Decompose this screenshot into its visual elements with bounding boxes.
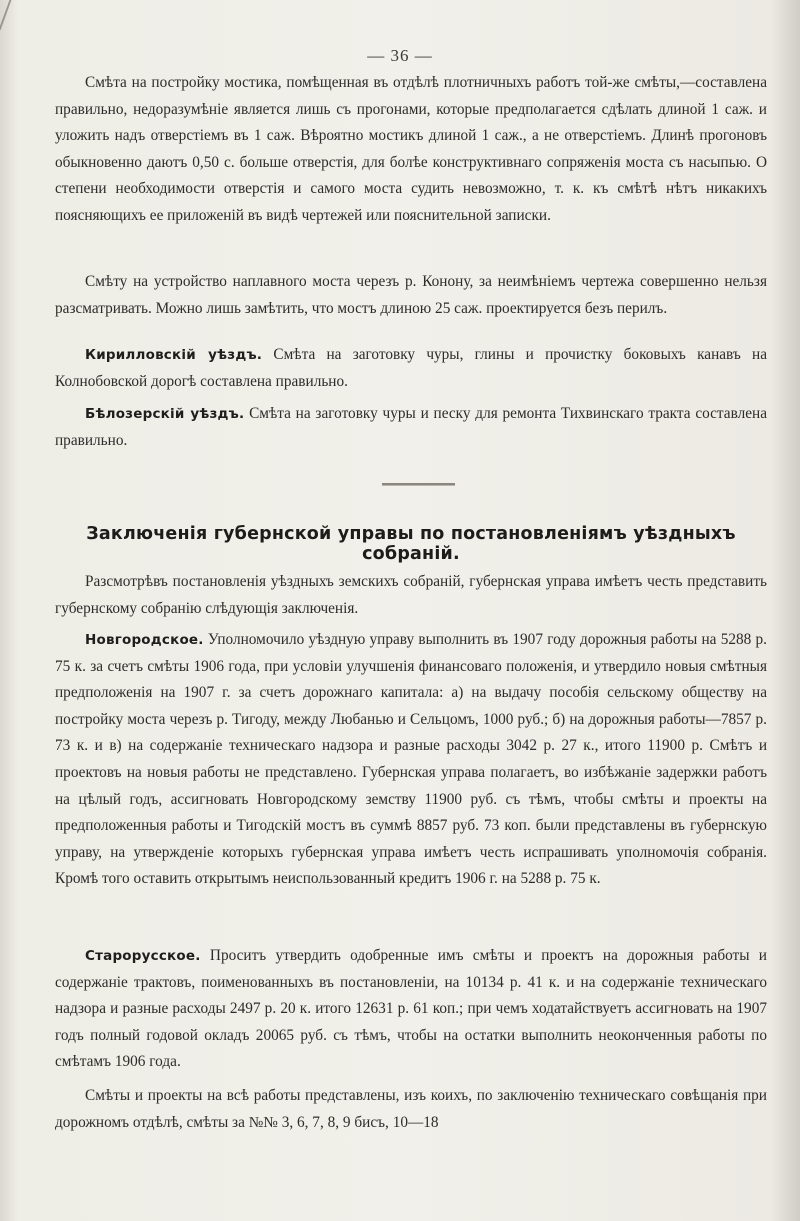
paragraph-kirillov bbox=[55, 342, 767, 395]
paragraph-text: Проситъ утвердить одобренные имъ смѣты и проектъ на дорожныя работы и содержаніе трактовъ, поименованныхъ въ постановленіи, на 10134 р. 41 к. и на содержаніе техническаго надзора и разные расходы 2497 р. 20 к. итого 12631 р. 61 коп.; при чемъ ходатайствуетъ ассигновать на 1907 годъ полный годовой окладъ 20065 руб. съ тѣмъ, чтобы на остатки выполнить неоконченныя работы по смѣтамъ 1906 года. bbox=[55, 947, 767, 1071]
paragraph-text: Смѣта на заготовку чуры и песку для ремонта Тихвинскаго тракта составлена правильно. bbox=[55, 405, 768, 449]
district-label: Новгородское. bbox=[85, 632, 204, 648]
page-number: — 36 — bbox=[367, 46, 433, 65]
paragraph-text: Разсмотрѣвъ постановленія уѣздныхъ земскихъ собраній, губернская управа имѣетъ честь представить губернскому собранію слѣдующія заключенія. bbox=[55, 573, 767, 617]
paragraph-floating-bridge bbox=[55, 269, 767, 322]
paragraph-intro bbox=[55, 569, 767, 622]
paragraph-text: Смѣта на постройку мостика, помѣщенная въ отдѣлѣ плотничныхъ работъ той-же смѣты,—составлена правильно, недоразумѣніе является лишь съ прогонами, которые предполагается сдѣлать длиной 1 саж. и уложить надъ отверстіемъ въ 1 саж. Вѣроятно мостикъ длиной 1 саж., а не отверстіемъ. Длинѣ прогоновъ обыкновенно даютъ 0,50 с. больше отверстія, для болѣе конструктивнаго сопряженія моста съ насыпью. О степени необходимости отверстія и самого моста судить невозможно, т. к. къ смѣтѣ нѣтъ никакихъ поясняющихъ ее приложеній въ видѣ чертежей или пояснительной записки. bbox=[55, 74, 767, 224]
district-label: Кирилловскій уѣздъ. bbox=[85, 347, 263, 363]
paragraph-text: Уполномочило уѣздную управу выполнить въ 1907 году дорожныя работы на 5288 р. 75 к. за счетъ смѣты 1906 года, при условіи улучшенія финансоваго положенія, и утвердило новыя смѣтныя предположенія на 1907 г. за счетъ дорожнаго капитала: а) на выдачу пособія сельскому обществу на постройку моста черезъ р. Тигоду, между Любанью и Сельцомъ, 1000 руб.; б) на дорожныя работы—7857 р. 73 к. и в) на содержаніе техническаго надзора и разные расходы 3042 р. 27 к., итого 11900 р. Смѣтъ и проектовъ на новыя работы не представлено. Губернская управа полагаетъ, во избѣжаніе задержки работъ на цѣлый годъ, ассигновать Новгородскому земству 11900 руб. съ тѣмъ, чтобы смѣты и проекты на предположенныя работы и Тигодскій мостъ въ суммѣ 8857 руб. 73 коп. были представлены въ губернскую управу, на утвержденіе которыхъ губернская управа имѣетъ честь испрашивать уполномочія собранія. Кромѣ того оставить открытымъ неиспользованный кредитъ 1906 г. на 5288 р. 75 к. bbox=[55, 631, 768, 888]
section-divider bbox=[382, 483, 455, 486]
paragraph-text: Смѣты и проекты на всѣ работы представлены, изъ коихъ, по заключенію техническаго совѣщанія при дорожномъ отдѣлѣ, смѣты за №№ 3, 6, 7, 8, 9 бисъ, 10—18 bbox=[55, 1087, 767, 1131]
district-label: Старорусское. bbox=[85, 948, 201, 964]
paragraph-belozersk bbox=[55, 401, 767, 454]
paragraph-bridge-estimate bbox=[55, 70, 767, 230]
corner-pencil-mark bbox=[0, 0, 29, 30]
paragraph-starorussk bbox=[55, 943, 767, 1076]
paragraph-text: Смѣту на устройство наплавного моста черезъ р. Конону, за неимѣніемъ чертежа совершенно нельзя разсматривать. Можно лишь замѣтить, что мостъ длиною 25 саж. проектируется безъ перилъ. bbox=[55, 273, 767, 317]
paragraph-text: Смѣта на заготовку чуры, глины и прочистку боковыхъ канавъ на Колнобовской дорогѣ составлена правильно. bbox=[55, 346, 768, 390]
district-label: Бѣлозерскій уѣздъ. bbox=[85, 406, 245, 422]
section-heading: Заключенія губернской управы по постановленіямъ уѣздныхъ собраній. bbox=[86, 524, 736, 564]
paragraph-estimates-submitted bbox=[55, 1083, 767, 1136]
paragraph-novgorod bbox=[55, 627, 767, 893]
